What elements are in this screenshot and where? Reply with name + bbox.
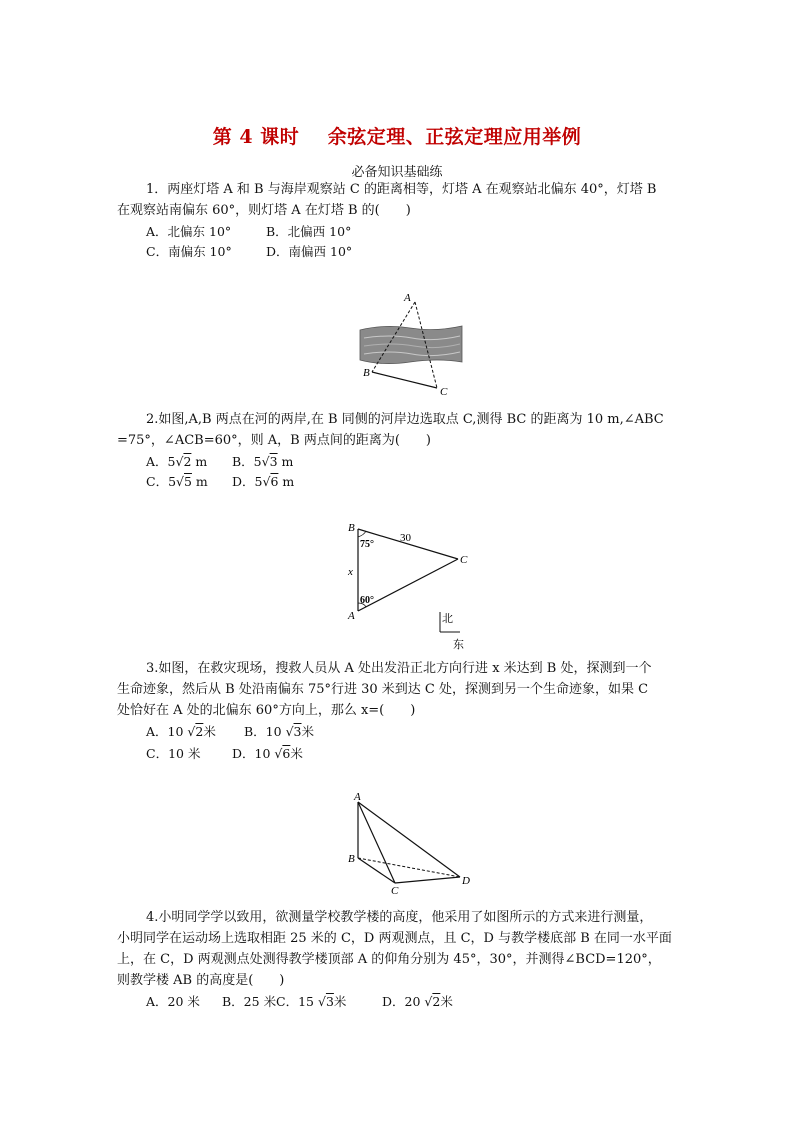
q3-option-c: C．10 米 [146, 746, 201, 761]
rescue-figure [340, 515, 475, 655]
q2-option-d: D．5√6 m [232, 474, 295, 489]
page-title: 第 4 课时 余弦定理、正弦定理应用举例 [212, 126, 582, 148]
q4-option-c: C．15 √3米 [276, 994, 347, 1009]
q4-option-b: B．25 米 [222, 994, 277, 1009]
label-30: 30 [400, 532, 411, 544]
q2-option-c: C．5√5 m [146, 474, 208, 489]
label-b: B [363, 367, 370, 379]
label-a: A [348, 610, 355, 622]
north-label: 北 [442, 613, 453, 625]
label-d: D [462, 875, 470, 887]
building-figure [340, 790, 480, 900]
q4-line-4: 则教学楼 AB 的高度是( ) [117, 973, 285, 988]
segment-bd [358, 858, 460, 877]
q4-line-3: 上，在 C，D 两观测点处测得教学楼顶部 A 的仰角分别为 45°，30°，并测得∠BCD=120°， [117, 952, 661, 967]
q3-option-a: A．10 √2米 [146, 724, 216, 739]
label-c: C [391, 885, 399, 897]
q1-option-a: A．北偏东 10° [146, 224, 232, 239]
radical-sign: √ [424, 994, 433, 1009]
q2-line-1: 2.如图,A,B 两点在河的两岸,在 B 同侧的河岸边选取点 C,测得 BC 的距离为 10 m,∠ABC [146, 412, 664, 427]
segment-bc [372, 372, 437, 388]
radical-sign: √ [176, 474, 184, 489]
q1-line-2: 在观察站南偏东 60°，则灯塔 A 在灯塔 B 的( ) [117, 203, 411, 218]
radical-sign: √ [261, 454, 270, 469]
q2-option-b: B．5√3 m [232, 454, 294, 469]
q1-option-b: B．北偏西 10° [266, 224, 352, 239]
angle-arc-b [358, 531, 366, 537]
q1-option-d: D．南偏西 10° [266, 244, 353, 259]
label-c: C [460, 554, 468, 566]
q4-line-2: 小明同学在运动场上选取相距 25 米的 C，D 两观测点，且 C，D 与教学楼底部 B 在同一水平面 [117, 931, 672, 946]
angle-a-label: 60° [360, 595, 374, 606]
q4-option-a: A．20 米 [146, 994, 200, 1009]
radical-sign: √ [187, 724, 196, 739]
q3-line-3: 处恰好在 A 处的北偏东 60°方向上，那么 x=( ) [117, 703, 416, 718]
radical-sign: √ [175, 454, 184, 469]
q3-option-d: D．10 √6米 [232, 746, 303, 761]
q3-line-2: 生命迹象，然后从 B 处沿南偏东 75°行进 30 米到达 C 处，探测到另一个生命迹象，如果 C [117, 682, 649, 697]
segment-ad [358, 802, 460, 877]
q2-option-a: A．5√2 m [146, 454, 208, 469]
q4-option-d: D．20 √2米 [382, 994, 453, 1009]
q3-line-1: 3.如图，在救灾现场，搜救人员从 A 处出发沿正北方向行进 x 米达到 B 处，探测到一个 [146, 661, 652, 676]
q1-option-c: C．南偏东 10° [146, 244, 232, 259]
east-label: 东 [453, 639, 464, 651]
label-x: x [348, 566, 353, 578]
angle-b-label: 75° [360, 539, 374, 550]
label-c: C [440, 386, 448, 398]
label-b: B [348, 853, 355, 865]
label-b: B [348, 522, 355, 534]
q1-line-1: 1．两座灯塔 A 和 B 与海岸观察站 C 的距离相等，灯塔 A 在观察站北偏东 40°，灯塔 B [146, 182, 657, 197]
label-a: A [354, 791, 361, 803]
radical-sign: √ [262, 474, 271, 489]
segment-cd [395, 877, 460, 883]
q3-option-b: B．10 √3米 [244, 724, 315, 739]
q4-line-1: 4.小明同学学以致用，欲测量学校教学楼的高度，他采用了如图所示的方式来进行测量， [146, 910, 653, 925]
radical-sign: √ [285, 724, 294, 739]
q2-line-2: =75°，∠ACB=60°，则 A，B 两点间的距离为( ) [117, 433, 431, 448]
river-figure [350, 288, 470, 398]
label-a: A [404, 292, 411, 304]
radical-sign: √ [274, 746, 283, 761]
section-subtitle: 必备知识基础练 [351, 165, 443, 180]
radical-sign: √ [317, 994, 326, 1009]
